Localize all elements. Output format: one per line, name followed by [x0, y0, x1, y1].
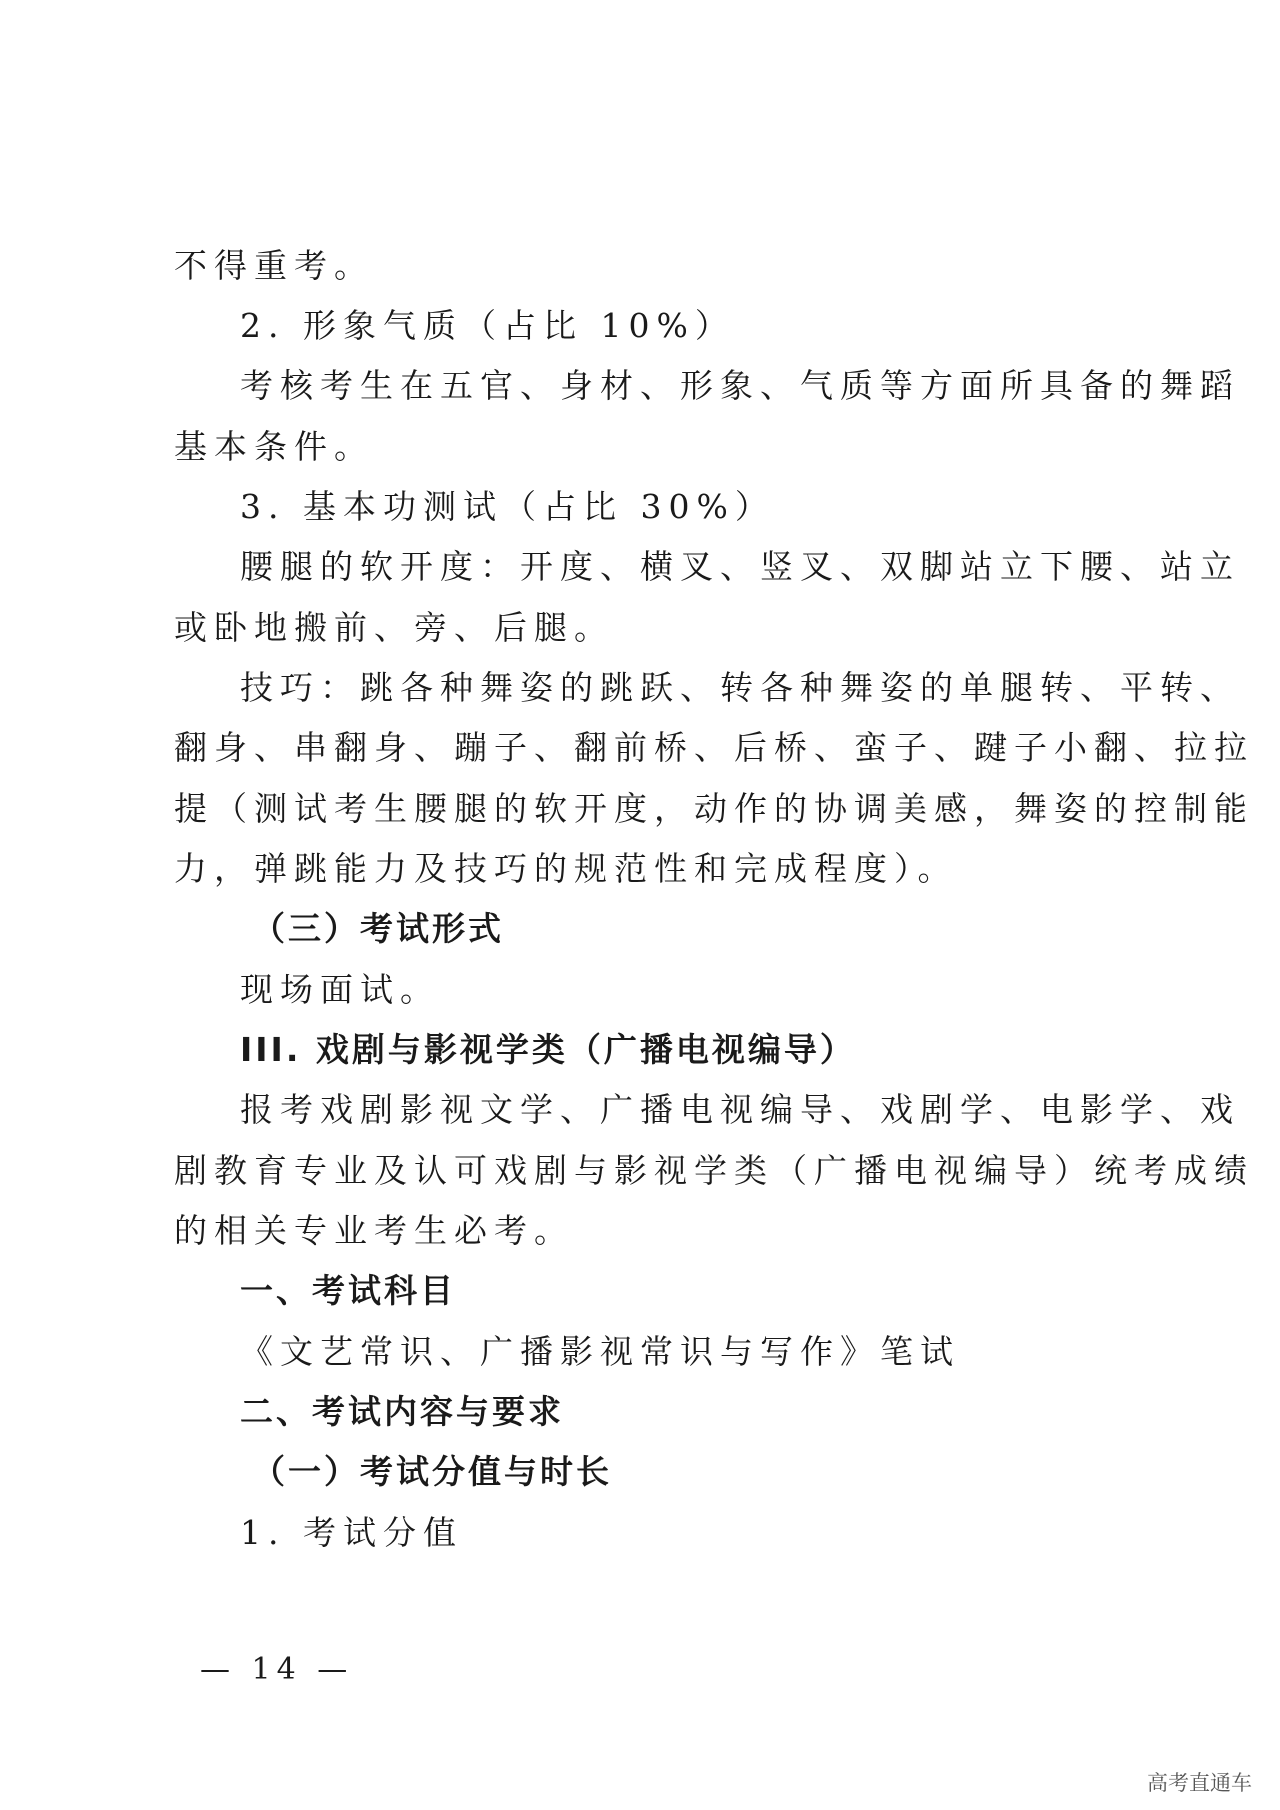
paragraph-line: 翻身、串翻身、蹦子、翻前桥、后桥、蛮子、踺子小翻、拉拉 [174, 728, 1254, 767]
paragraph-line: 现场面试。 [240, 970, 440, 1009]
paragraph-line: 报考戏剧影视文学、广播电视编导、戏剧学、电影学、戏 [240, 1090, 1240, 1129]
paragraph-line: 腰腿的软开度：开度、横叉、竖叉、双脚站立下腰、站立 [240, 547, 1240, 586]
paragraph-line: 剧教育专业及认可戏剧与影视学类（广播电视编导）统考成绩 [174, 1151, 1254, 1190]
paragraph-line: 1. 考试分值 [240, 1513, 463, 1552]
paragraph-line: 技巧：跳各种舞姿的跳跃、转各种舞姿的单腿转、平转、 [240, 668, 1240, 707]
paragraph-line: 不得重考。 [174, 246, 374, 285]
paragraph-line: 提（测试考生腰腿的软开度，动作的协调美感，舞姿的控制能 [174, 789, 1254, 828]
heading-drama-film-category: III. 戏剧与影视学类（广播电视编导） [240, 1030, 856, 1069]
section-title-basic-skills: 3. 基本功测试（占比 30%） [240, 487, 775, 526]
heading-exam-subjects: 一、考试科目 [240, 1271, 456, 1310]
page-number: — 14 — [200, 1652, 354, 1687]
heading-exam-content: 二、考试内容与要求 [240, 1392, 564, 1431]
paragraph-line: 力，弹跳能力及技巧的规范性和完成程度）。 [174, 849, 958, 888]
watermark: 高考直通车 [1147, 1771, 1252, 1795]
section-title-image-temperament: 2. 形象气质（占比 10%） [240, 306, 735, 345]
paragraph-line: 考核考生在五官、身材、形象、气质等方面所具备的舞蹈 [240, 366, 1240, 405]
heading-exam-format: （三）考试形式 [252, 909, 504, 948]
paragraph-line: 的相关专业考生必考。 [174, 1211, 574, 1250]
heading-score-duration: （一）考试分值与时长 [252, 1452, 612, 1491]
paragraph-line: 基本条件。 [174, 427, 374, 466]
paragraph-line: 《文艺常识、广播影视常识与写作》笔试 [240, 1332, 960, 1371]
paragraph-line: 或卧地搬前、旁、后腿。 [174, 608, 614, 647]
